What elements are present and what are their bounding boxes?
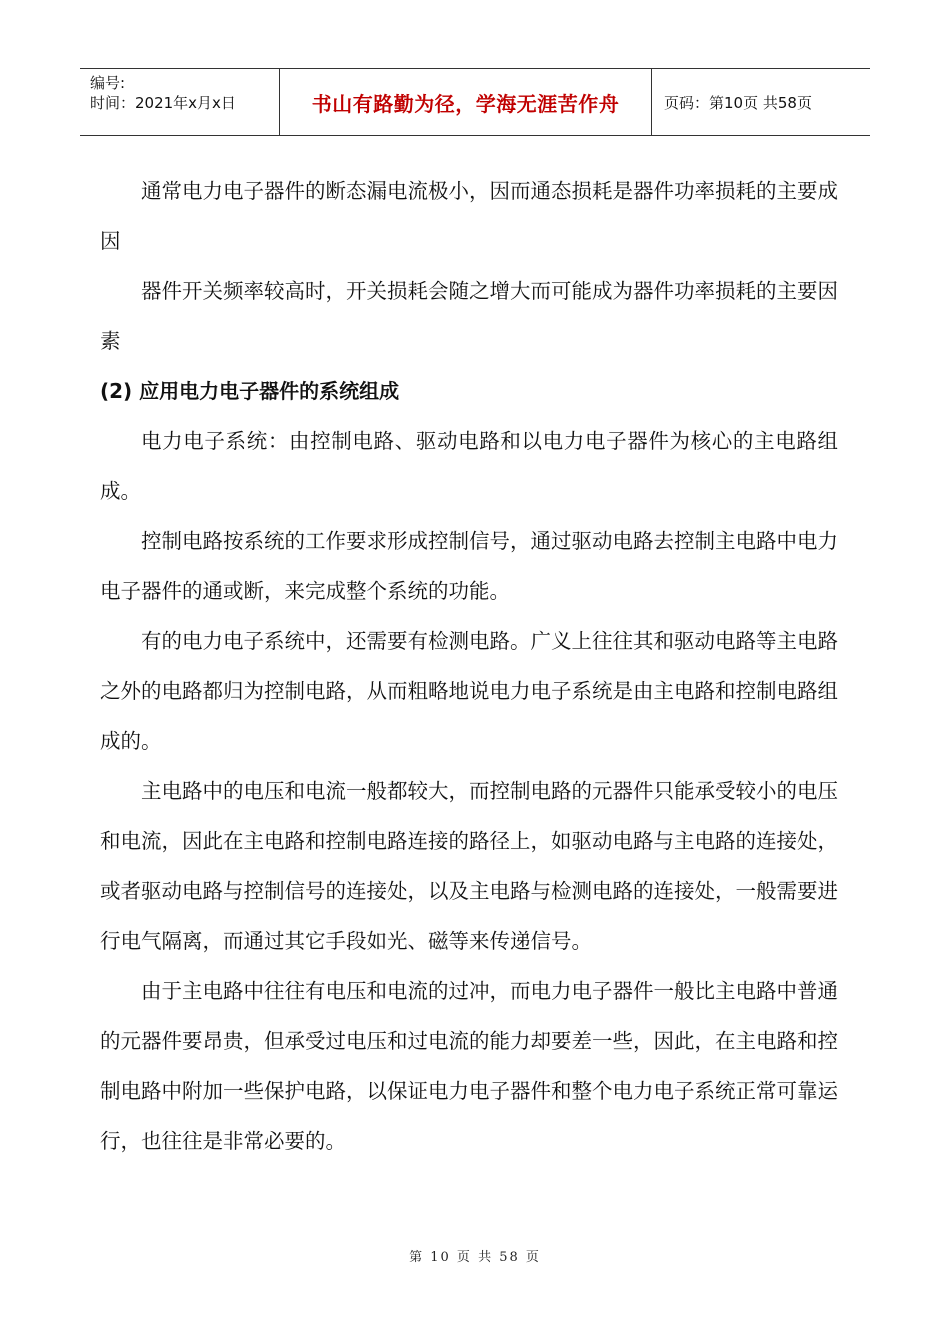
paragraph: 主电路中的电压和电流一般都较大，而控制电路的元器件只能承受较小的电压和电流，因此在主电路和控制电路连接的路径上，如驱动电路与主电路的连接处，或者驱动电路与控制信号的连接处，以及主电路与检测电路的连接处，一般需要进行电气隔离，而通过其它手段如光、磁等来传递信号。 — [100, 779, 838, 953]
paragraph: 控制电路按系统的工作要求形成控制信号，通过驱动电路去控制主电路中电力电子器件的通或断，来完成整个系统的功能。 — [100, 529, 838, 603]
paragraph: 由于主电路中往往有电压和电流的过冲，而电力电子器件一般比主电路中普通的元器件要昂贵，但承受过电压和过电流的能力却要差一些，因此，在主电路和控制电路中附加一些保护电路，以保证电力电子器件和整个电力电子系统正常可靠运行，也往往是非常必要的。 — [100, 979, 838, 1153]
page-footer: 第 10 页 共 58 页 — [409, 1250, 541, 1265]
page-header — [80, 68, 870, 136]
header-motto: 书山有路勤为径，学海无涯苦作舟 — [280, 69, 652, 135]
number-label: 编号: — [90, 74, 126, 92]
paragraph: 电力电子系统：由控制电路、驱动电路和以电力电子器件为核心的主电路组成。 — [100, 429, 838, 503]
paragraph: 通常电力电子器件的断态漏电流极小，因而通态损耗是器件功率损耗的主要成因 — [100, 179, 838, 253]
time-label: 时间：2021年x月x日 — [90, 94, 236, 112]
header-page-info: 页码：第10页 共58页 — [664, 93, 812, 112]
header-meta — [80, 69, 280, 135]
paragraph: 有的电力电子系统中，还需要有检测电路。广义上往往其和驱动电路等主电路之外的电路都归为控制电路，从而粗略地说电力电子系统是由主电路和控制电路组成的。 — [100, 629, 838, 753]
document-body — [100, 166, 838, 1166]
section-heading: (2) 应用电力电子器件的系统组成 — [100, 379, 400, 403]
paragraph: 器件开关频率较高时，开关损耗会随之增大而可能成为器件功率损耗的主要因素 — [100, 279, 838, 353]
